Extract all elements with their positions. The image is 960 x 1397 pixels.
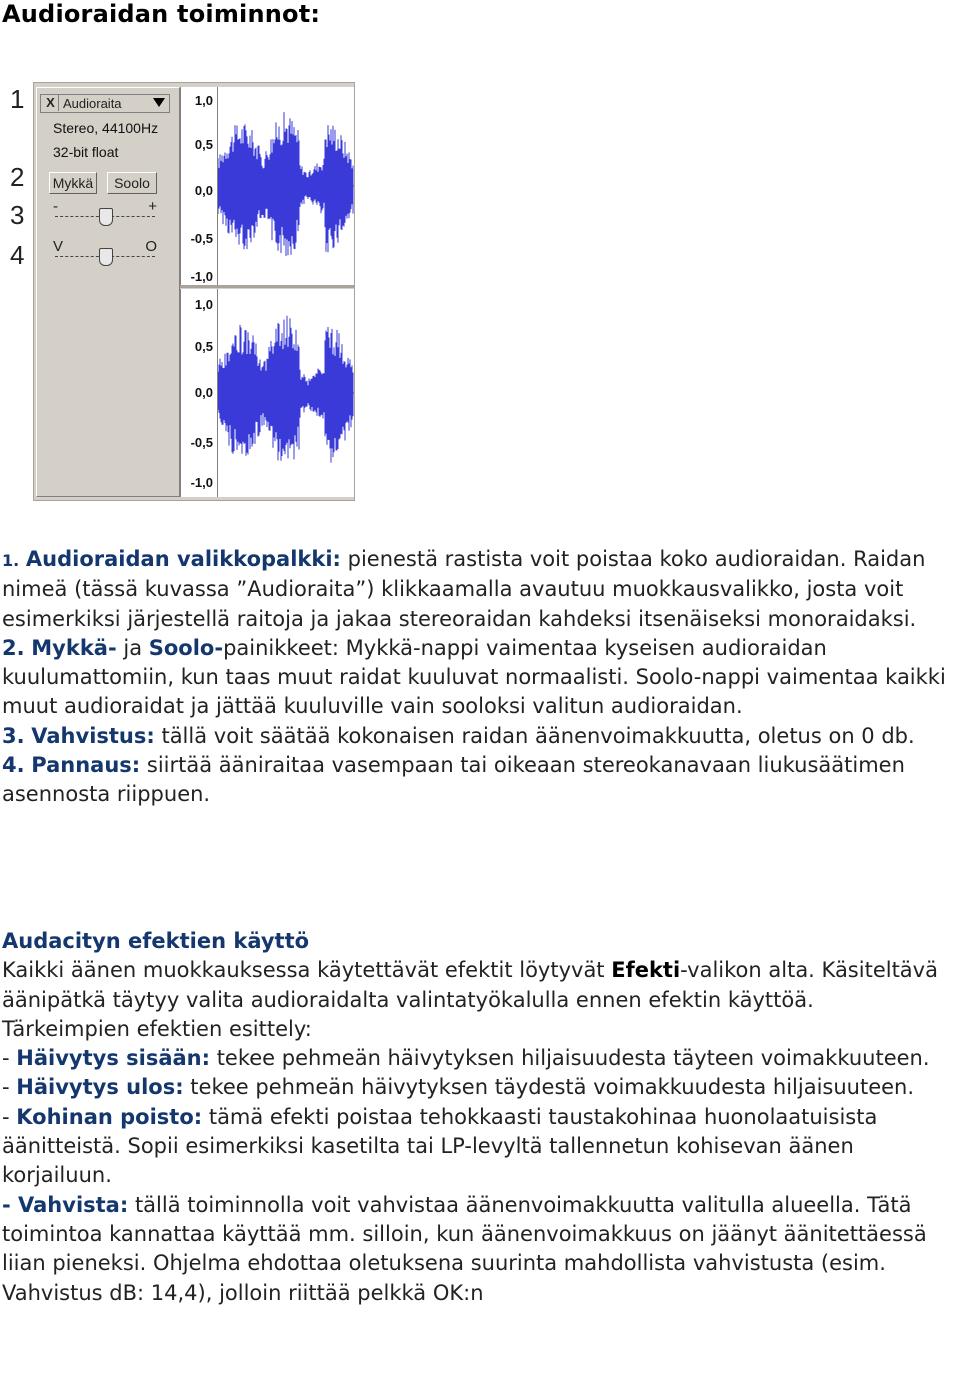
gain-slider-thumb[interactable] <box>99 208 113 226</box>
item-term: Audioraidan valikkopalkki: <box>25 547 341 571</box>
gain-minus-label: - <box>53 198 58 215</box>
gain-slider[interactable] <box>51 200 159 228</box>
ruler-tick: -0,5 <box>190 435 213 450</box>
waveform-right-graphic <box>218 289 354 497</box>
ruler-tick: -1,0 <box>190 269 213 284</box>
ruler-tick: 0,0 <box>194 183 213 198</box>
menu-name: Efekti <box>611 958 681 983</box>
item-term: Pannaus: <box>31 753 141 778</box>
effect-term: Vahvista: <box>18 1192 129 1217</box>
section-paragraph: Tärkeimpien efektien esittely: <box>2 1016 312 1041</box>
track-control-panel <box>36 87 180 497</box>
effect-term: Häivytys ulos: <box>16 1075 184 1100</box>
chevron-down-icon[interactable] <box>153 98 165 107</box>
item-text: painikkeet: Mykkä-nappi vaimentaa kyseisen audioraidan kuulumattomiin, kun taas muut raidat kuuluvat normaalisti. Soolo-nappi vaimentaa kaikki muut audioraidat ja jättää kuuluville vain sooloksi valitun audioraidan. <box>2 635 946 719</box>
ruler-tick: 0,0 <box>194 385 213 400</box>
pan-slider[interactable] <box>51 240 159 268</box>
list-item <box>2 545 960 634</box>
ruler-tick: 0,5 <box>194 137 213 152</box>
callout-number-1: 1 <box>10 84 25 114</box>
track-panel <box>33 82 355 501</box>
solo-button[interactable]: Soolo <box>107 172 157 194</box>
item-text: tällä voit säätää kokonaisen raidan äänenvoimakkuutta, oletus on 0 db. <box>154 723 915 748</box>
pan-right-label: O <box>145 238 157 255</box>
ruler-tick: 1,0 <box>194 93 213 108</box>
dash: - <box>2 1104 17 1129</box>
pan-left-label: V <box>53 238 64 255</box>
callout-number-4: 4 <box>10 240 25 270</box>
item-text: pienestä rastista voit poistaa koko audioraidan. Raidan nimeä (tässä kuvassa ”Audioraita”) klikkaamalla avautuu muokkausvalikko, josta voit esimerkiksi järjestellä raitoja ja jakaa stereoraidan kahdeksi itsenäiseksi monoraidaksi. <box>2 547 926 631</box>
dash: - <box>2 1075 17 1100</box>
waveform-left-graphic <box>218 87 354 285</box>
effect-text: tekee pehmeän häivytyksen täydestä voimakkuudesta hiljaisuuteen. <box>183 1075 915 1100</box>
amplitude-ruler-right-channel <box>180 289 218 497</box>
effect-text: tekee pehmeän häivytyksen hiljaisuudesta täyteen voimakkuuteen. <box>210 1046 930 1071</box>
track-function-list <box>2 545 960 810</box>
dash: - <box>2 1192 19 1217</box>
callout-number-2: 2 <box>10 162 25 192</box>
page-title: Audioraidan toiminnot: <box>2 0 321 28</box>
list-item <box>2 751 960 810</box>
effect-text: tämä efekti poistaa tehokkaasti taustakohinaa huonolaatuisista äänitteistä. Sopii esimerkiksi kasetilta tai LP-levyltä tallennetun kohisevan äänen korjailuun. <box>2 1104 878 1188</box>
item-text: siirtää ääniraitaa vasempaan tai oikeaan stereokanavaan liukusäätimen asennosta riippuen. <box>2 753 905 807</box>
effect-item <box>2 1103 960 1191</box>
gain-plus-label: + <box>148 198 157 215</box>
paragraph-text: Kaikki äänen muokkauksessa käytettävät efektit löytyvät <box>2 958 612 983</box>
effects-section <box>2 927 960 1308</box>
waveform-right-channel[interactable] <box>218 289 354 497</box>
channel-divider <box>180 285 354 288</box>
section-paragraph <box>2 956 960 1015</box>
track-sample-format: 32-bit float <box>53 144 119 160</box>
ruler-tick: 0,5 <box>194 339 213 354</box>
close-icon[interactable]: X <box>43 95 59 111</box>
track-name-label[interactable]: Audioraita <box>63 96 122 111</box>
dash: - <box>2 1046 17 1071</box>
item-term: Mykkä- <box>31 635 117 660</box>
item-number: 2. <box>2 635 25 660</box>
ruler-tick: 1,0 <box>194 297 213 312</box>
effect-item <box>2 1073 960 1102</box>
track-format-info: Stereo, 44100Hz <box>53 120 159 136</box>
audio-track-screenshot <box>0 80 360 510</box>
ruler-tick: -0,5 <box>190 231 213 246</box>
pan-slider-thumb[interactable] <box>99 248 113 266</box>
item-mid: ja <box>116 635 149 660</box>
item-number: 3. <box>2 723 25 748</box>
track-menu-bar[interactable] <box>40 94 170 113</box>
effect-term: Häivytys sisään: <box>16 1046 211 1071</box>
paragraph-text: -valikon alta. Käsiteltävä äänipätkä täytyy valita audioraidalta valintatyökalulla ennen efektin käyttöä. <box>2 958 938 1012</box>
item-number: 4. <box>2 753 25 778</box>
list-item <box>2 634 960 722</box>
effect-item <box>2 1044 960 1073</box>
effect-text: tällä toiminnolla voit vahvistaa äänenvoimakkuutta valitulla alueella. Tätä toimintoa kannattaa käyttää mm. silloin, kun äänenvoimakkuus on jäänyt äänitettäessä liian pieneksi. Ohjelma ehdottaa oletuksena suurinta mahdollista vahvistusta (esim. Vahvistus dB: 14,4), jolloin riittää pelkkä OK:n <box>2 1192 927 1305</box>
waveform-left-channel[interactable] <box>218 87 354 285</box>
list-item <box>2 722 960 751</box>
effect-term: Kohinan poisto: <box>16 1104 203 1129</box>
item-number: 1. <box>2 551 20 570</box>
item-term-2: Soolo- <box>148 635 224 660</box>
amplitude-ruler-left-channel <box>180 87 218 285</box>
item-term: Vahvistus: <box>31 723 155 748</box>
callout-number-3: 3 <box>10 200 25 230</box>
mute-button[interactable]: Mykkä <box>49 172 97 194</box>
ruler-tick: -1,0 <box>190 475 213 490</box>
section-heading: Audacityn efektien käyttö <box>2 929 310 953</box>
effect-item <box>2 1191 960 1308</box>
